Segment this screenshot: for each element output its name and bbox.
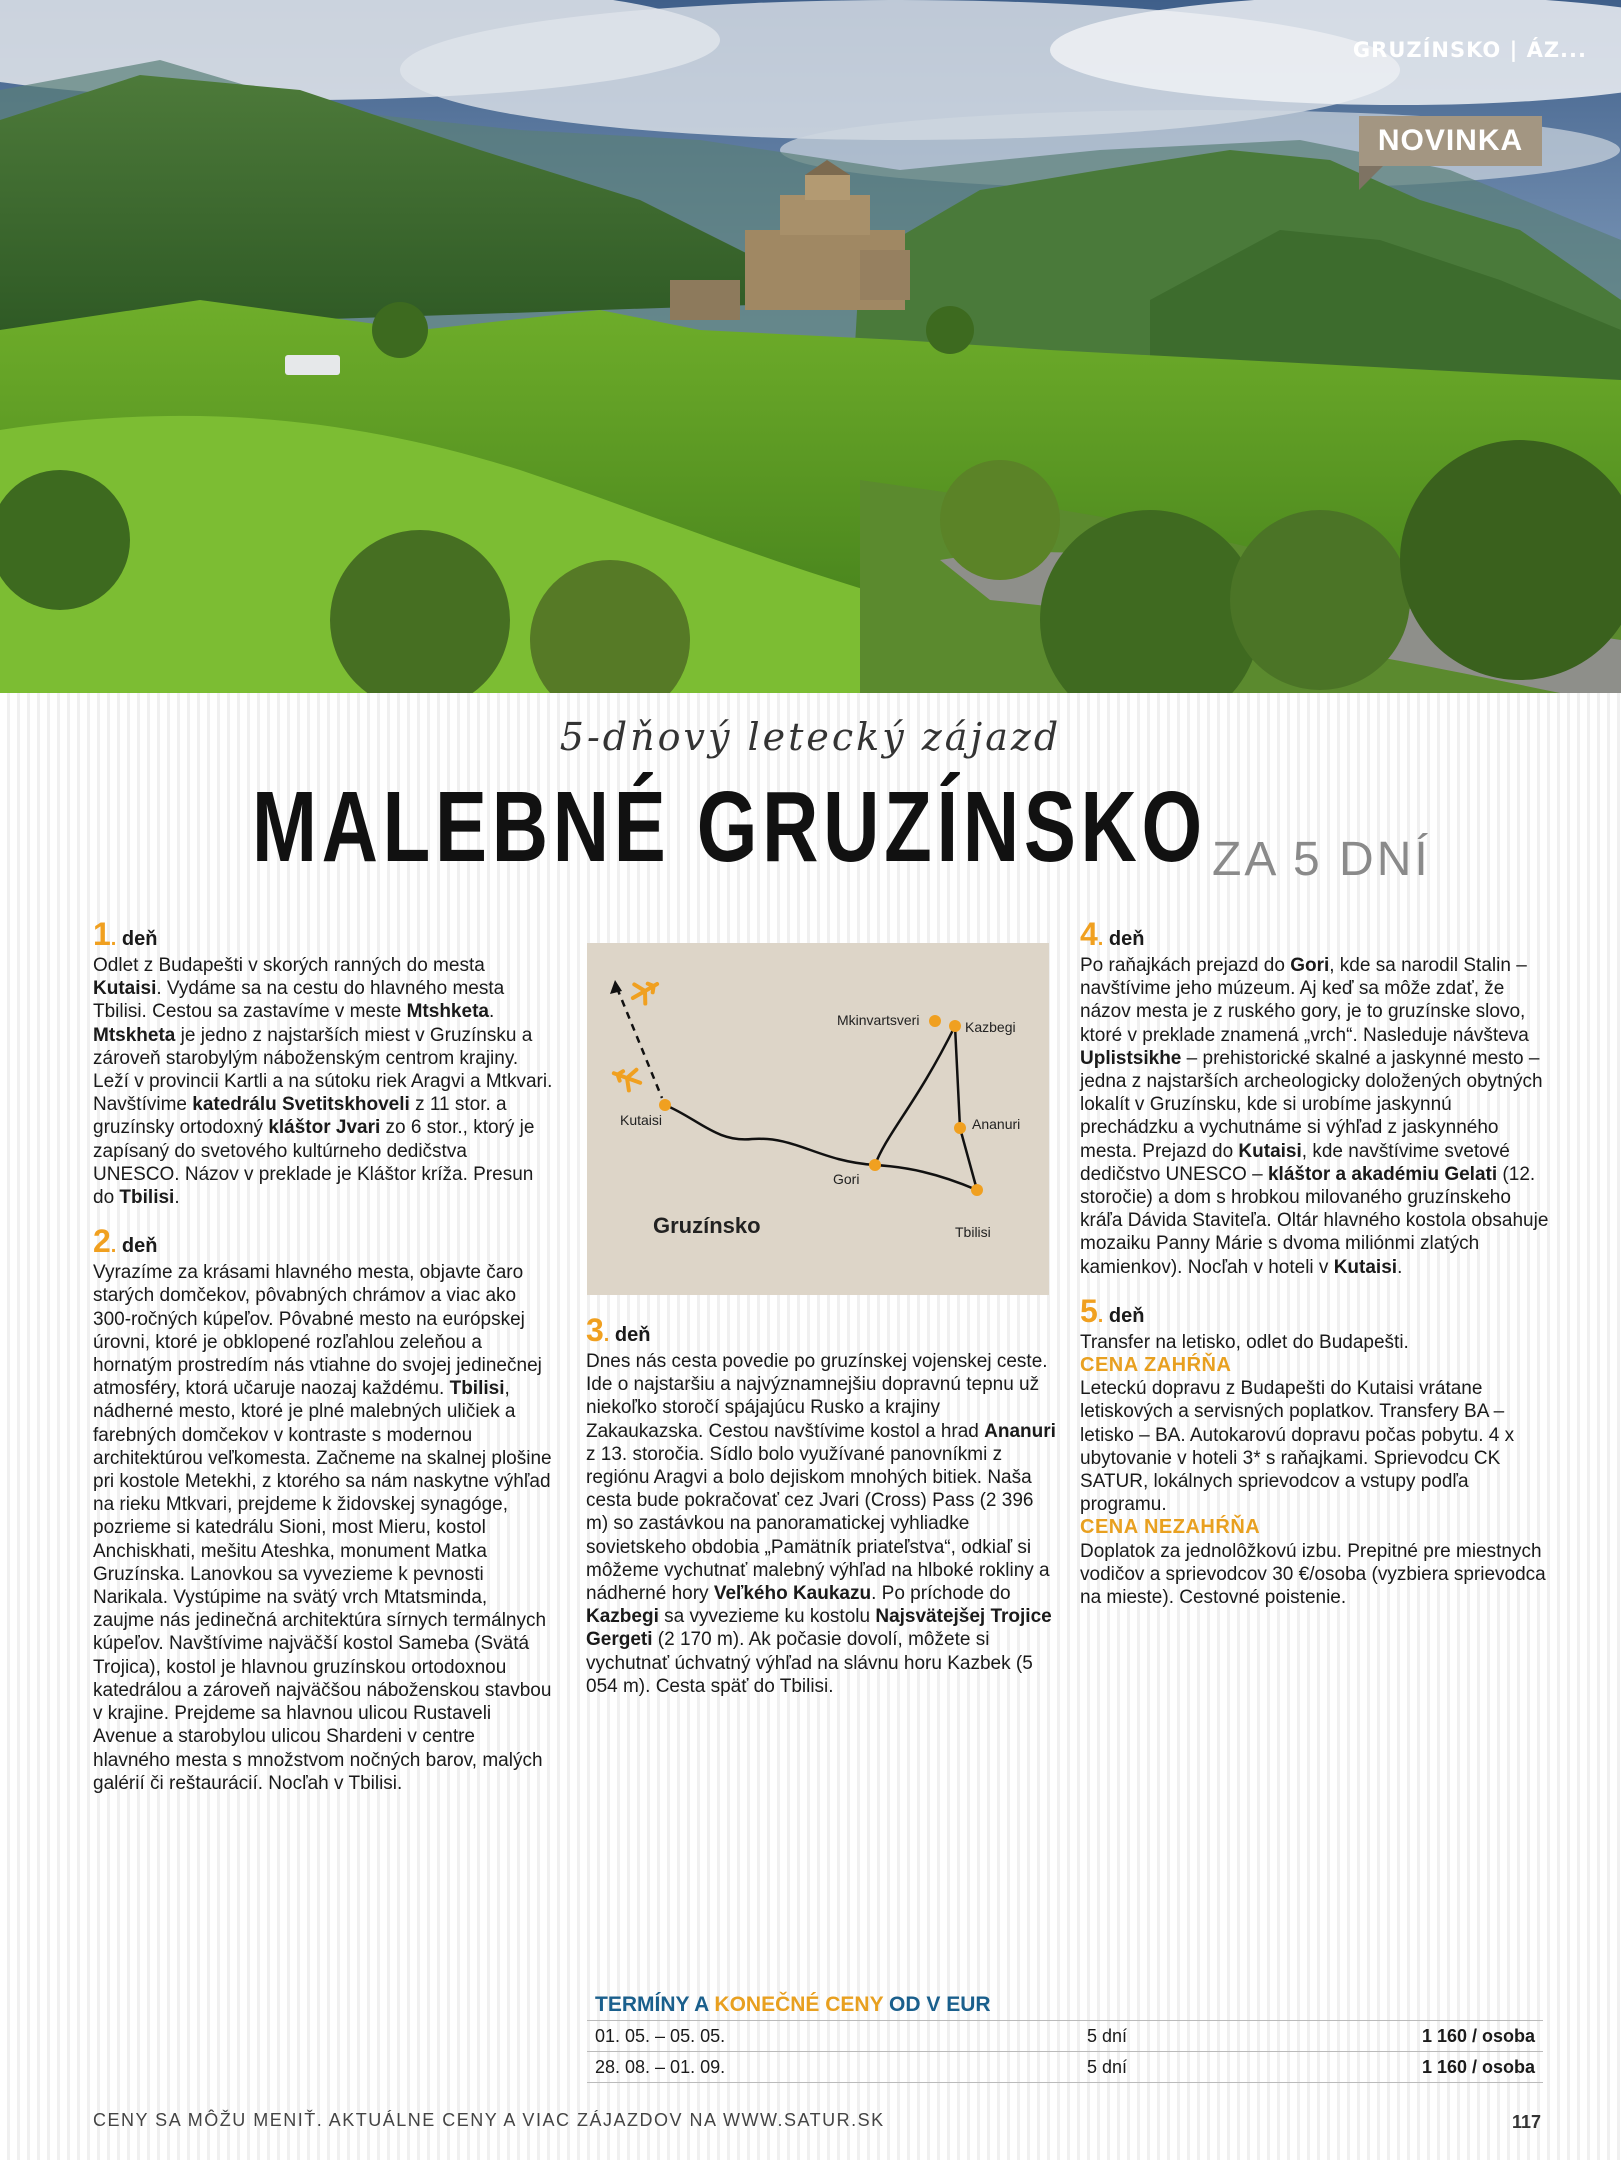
body-text: je jedno z najstarších miest v Gruzínsku a zároveň starobylým náboženským centrom krajiny. Leží v provincii Kartli a na sútoku riek Aragvi a Mtkvari. Navštívime [93,1024,553,1116]
body-text: sa vyvezieme ku kostolu [658,1606,876,1628]
map-label-kutaisi: Kutaisi [620,1112,663,1128]
map-country-label: Gruzínsko [653,1213,761,1238]
row-duration: 5 dní [1087,2057,1128,2077]
highlight-text: Kutaisi [1238,1140,1302,1162]
map-label-ananuri: Ananuri [972,1116,1021,1132]
day-4-heading [1080,916,1550,954]
city-dot-kazbegi [949,1020,961,1032]
body-text: . [488,1001,495,1023]
plane-icon [627,974,662,1007]
included-text: Leteckú dopravu z Budapešti do Kutaisi vrátane letiskových a servisných poplatkov. Transfery BA – letisko – BA. Autokarovú dopravu počas pobytu. 4 x ubytovanie v hoteli 3* s raňajkami. Sprievodcu CK SATUR, lokálnych sprievodcov a vstupy podľa programu. [1080,1378,1515,1516]
body-text: Odlet z Budapešti v skorých ranných do mesta [93,955,485,976]
day-4 [1080,916,1550,1279]
day-5-text [1080,1331,1550,1354]
day-dot: . [1097,928,1109,950]
day-5 [1080,1292,1550,1354]
body-text: Dnes nás cesta povedie po gruzínskej vojenskej ceste. Ide o najstaršiu a najvýznamnejšiu dopravnú tepnu už niekoľko storočí spájajúcu Rusko a krajiny Zakaukazska. Cestou navštívime kostol a hrad [586,1351,1048,1442]
city-dot-tbilisi [971,1184,983,1196]
included-heading: CENA ZAHŔŇA [1080,1354,1232,1377]
badge-fold [1359,166,1383,190]
new-badge: NOVINKA [1359,116,1542,166]
day-3-heading [586,1312,1056,1350]
highlight-text: Mtskheta [93,1024,176,1046]
country-tag: GRUZÍNSKO | ÁZ... [1352,38,1587,62]
body-text: zo 6 stor., ktorý je zapísaný do svetového kultúrneho dedičstva UNESCO. Názov v preklade je Kláštor kríža. Presun do [93,1117,535,1209]
day-word: deň [1108,1304,1145,1327]
day-2-heading [93,1223,553,1261]
body-text: Vyrazíme za krásami hlavného mesta, objavte čaro starých domčekov, pôvabných chrámov a viac ako 300-ročných kúpeľov. Pôvabné mesto na európskej úrovni, ktoré je obklopené rozľahlou zeleňou a hornatým prostredím nás vtiahne do svojej jedinečnej atmosféry, ktorá učaruje naozaj každému. [93,1262,542,1400]
table-title-part: OD V EUR [883,1993,991,2016]
day-2-text [93,1261,553,1795]
body-text: Po raňajkách prejazd do [1080,955,1291,976]
city-dot-ananuri [954,1122,966,1134]
arrow-head-icon [610,980,622,994]
row-dates: 01. 05. – 05. 05. [595,2026,726,2046]
day-dot: . [110,928,122,950]
day-number: 3 [586,1312,604,1348]
day-1-text [93,954,553,1209]
day-word: deň [121,1235,158,1258]
highlight-text: Uplistsikhe [1080,1047,1182,1069]
body-text: Transfer na letisko, odlet do Budapešti. [1080,1331,1409,1353]
body-text: (2 170 m). Ak počasie dovolí, môžete si vychutnať úchvatný výhľad na slávnu horu Kazbek (5 054 m). Cesta späť do Tbilisi. [586,1629,1033,1697]
map-label-kazbegi: Kazbegi [965,1019,1016,1035]
column-left [93,916,553,1795]
highlight-text: kláštor a akadémiu Gelati [1267,1163,1498,1185]
day-3-text [586,1350,1056,1698]
excluded-text: Doplatok za jednolôžkovú izbu. Prepitné pre miestnych vodičov a sprievodcov 30 €/osoba (vyzbiera sprievodca na mieste). Cestovné poistenie. [1080,1540,1546,1609]
day-word: deň [614,1324,651,1346]
row-dates: 28. 08. – 01. 09. [595,2057,726,2077]
body-text: , kde navštívime svetové dedičstvo UNESCO – [1080,1140,1510,1185]
excluded-heading: CENA NEZAHŔŇA [1080,1516,1261,1539]
row-price: 1 160 / osoba [1421,2026,1535,2046]
footer-note: CENY SA MÔŽU MENIŤ. AKTUÁLNE CENY A VIAC ZÁJAZDOV NA WWW.SATUR.SK [93,2110,885,2130]
body-text: z 13. storočia. Sídlo bolo využívané panovníkmi z regiónu Aragvi a bolo dejiskom mnohých bitiek. Naša cesta bude pokračovať cez Jvari (Cross) Pass (2 396 m) so zastávkou na panoramatickej vyhliadke sovietskeho obdobia „Pamätník priateľstva“, odkiaľ si môžeme vychutnať malebný výhľad na hlboké rokliny a nádherné hory [586,1443,1050,1605]
highlight-text: katedrálu Svetitskhoveli [192,1094,410,1116]
highlight-text: Kutaisi [93,978,157,1000]
table-title-part: TERMÍNY A [595,1993,715,2016]
day-1 [93,916,553,1209]
title-duration: ZA 5 DNÍ [1212,833,1431,886]
day-2 [93,1223,553,1795]
highlight-text: Ananuri [984,1420,1056,1442]
day-1-heading [93,916,553,954]
highlight-text: Kutaisi [1333,1256,1398,1278]
highlight-text: Tbilisi [119,1187,175,1209]
table-row [587,2021,1543,2052]
day-dot: . [110,1235,122,1258]
row-price: 1 160 / osoba [1421,2057,1535,2077]
page-title: MALEBNÉ GRUZÍNSKO [252,771,1207,883]
highlight-text: Tbilisi [449,1378,505,1400]
body-text: (12. storočie) a dom s hrobkou milovaného gruzínskeho kráľa Dávida Staviteľa. Oltár hlavného kostola obsahuje mozaiku Panny Márie s dvoma miliónmi zlatých kamienkov). Nocľah v hoteli v [1080,1163,1549,1278]
body-text: , kde sa narodil Stalin – navštívime jeho múzeum. Aj keď sa môže zdať, že názov mesta je z ruského gory, je to gruzínske slovo, ktoré v preklade znamená „vrch“. Nasleduje návšteva [1080,955,1529,1046]
highlight-text: Veľkého Kaukazu [713,1583,872,1605]
highlight-text: Najsvätejšej Trojice Gergeti [586,1606,1052,1651]
page-number: 117 [1511,2112,1541,2132]
day-5-heading [1080,1292,1550,1331]
map-label-tbilisi: Tbilisi [955,1224,991,1240]
column-right [1080,916,1550,1609]
highlight-text: Mtshketa [406,1001,489,1023]
day-number: 5 [1080,1292,1098,1329]
body-text: . [174,1187,180,1209]
day-number: 4 [1080,916,1098,952]
route-map [587,943,1049,1295]
row-duration: 5 dní [1087,2026,1128,2046]
day-word: deň [1108,928,1145,950]
body-text: , nádherné mesto, ktoré je plné malebných uličiek a farebných domčekov v kontraste s modernou architektúrou veľkomesta. Začneme na skalnej plošine pri kostole Metekhi, z ktorého sa nám naskytne výhľad na rieku Mtkvari, prejdeme k židovskej synagóge, pozrieme si katedrálu Sioni, most Mieru, kostol Anchiskhati, mešitu Ateshka, monument Matka Gruzínska. Lanovkou sa vyvezieme k pevnosti Narikala. Vystúpime na svätý vrch Mtatsminda, zaujme nás jedinečná architektúra sírnych termálnych kúpeľov. Navštívime najväčší kostol Sameba (Svätá Trojica), kostol je hlavnou gruzínskou ortodoxnou katedrálou a zároveň najväčšou náboženskou stavbou v krajine. Prejdeme sa hlavnou ulicou Rustaveli Avenue a starobylou ulicou Shardeni v centre hlavného mesta s množstvom nočných barov, malých galérií či reštaurácií. Nocľah v Tbilisi. [93,1378,552,1794]
day-word: deň [121,928,158,950]
body-text: . Vydáme sa na cestu do hlavného mesta Tbilisi. Cestou sa zastavíme v meste [93,978,505,1023]
body-text: . Po príchode do [871,1583,1011,1605]
day-3 [586,1312,1056,1698]
city-dot-gori [869,1159,881,1171]
highlight-text: kláštor Jvari [268,1117,381,1139]
trip-subtitle: 5-dňový letecký zájazd [559,715,1062,759]
day-4-text [1080,954,1550,1279]
highlight-text: Gori [1290,955,1330,976]
body-text: . [1397,1256,1403,1278]
column-middle [586,1312,1056,1698]
city-dot-mkinvartsveri [929,1015,941,1027]
map-label-gori: Gori [833,1171,860,1187]
day-dot: . [1097,1304,1109,1327]
highlight-text: Kazbegi [586,1606,659,1628]
city-dot-kutaisi [659,1099,671,1111]
day-number: 2 [93,1223,111,1260]
table-title [587,1990,1543,2021]
body-text: z 11 stor. a gruzínsky ortodoxný [93,1094,507,1139]
map-label-mkinvartsveri: Mkinvartsveri [837,1012,920,1028]
hero-photo [0,0,1621,693]
day-number: 1 [93,916,111,952]
day-dot: . [603,1324,615,1346]
route-line [665,1026,977,1190]
table-row [587,2052,1543,2083]
dates-prices-table [587,1990,1543,2083]
plane-icon [610,1063,644,1093]
body-text: – prehistorické skalné a jaskynné mesto – jedna z najstarších archeologicky doložených obytných lokalít v Gruzínsku, kde si urobíme jaskynnú prechádzku a vychutnáme si výhľad z jaskynného mesta. Prejazd do [1080,1047,1543,1162]
table-title-accent: KONEČNÉ CENY [714,1993,884,2016]
